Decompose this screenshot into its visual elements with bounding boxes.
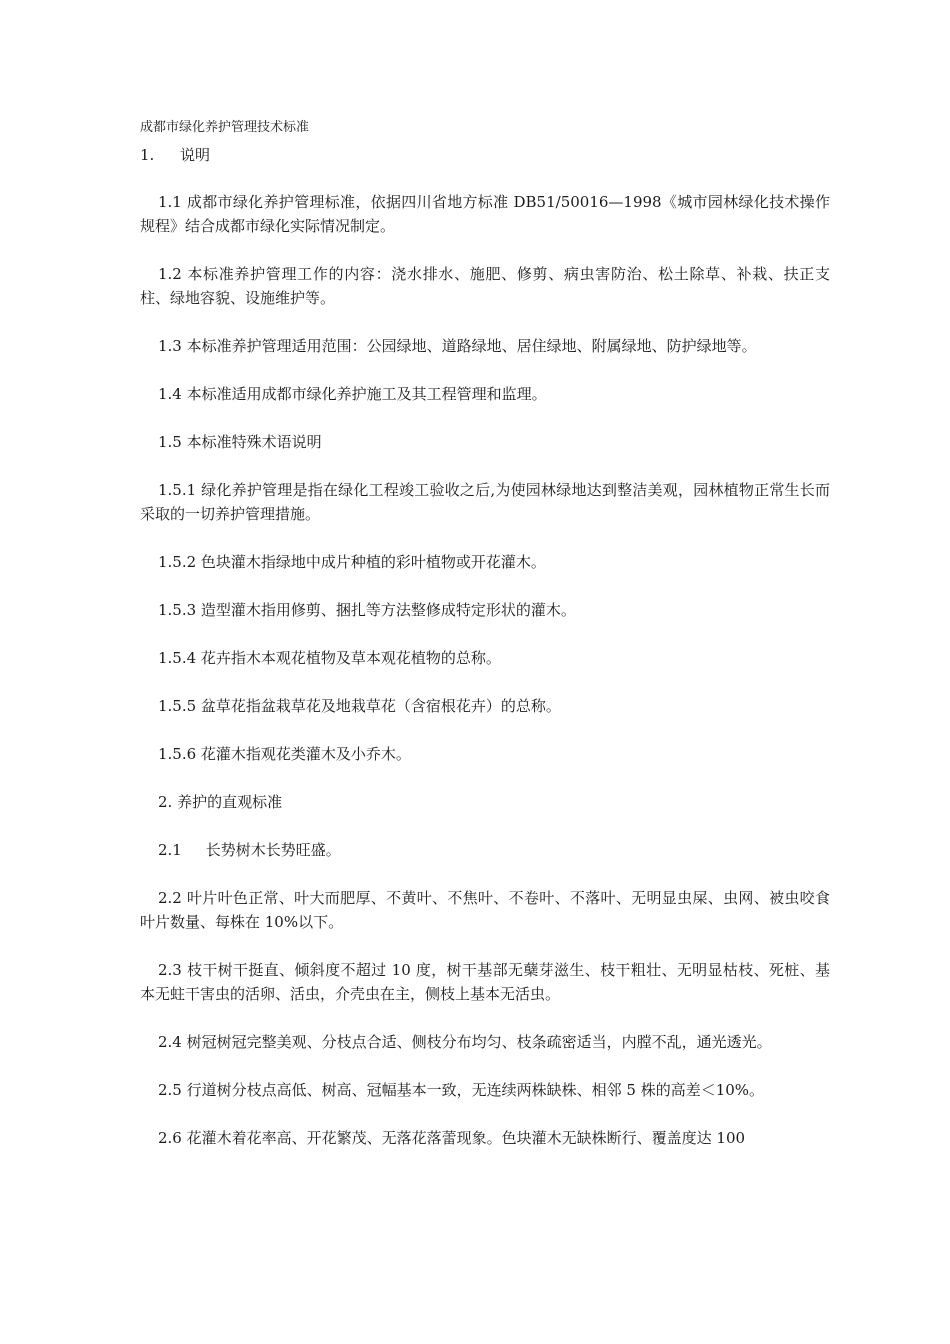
paragraph-1-5-4: 1.5.4 花卉指木本观花植物及草本观花植物的总称。 (158, 649, 501, 667)
paragraph-1-5-3: 1.5.3 造型灌木指用修剪、捆扎等方法整修成特定形状的灌木。 (158, 601, 576, 619)
section-2-heading: 2. 养护的直观标准 (158, 793, 283, 811)
section-label: 说明 (180, 146, 211, 164)
section-number: 1. (140, 146, 155, 164)
document-title: 成都市绿化养护管理技术标准 (140, 120, 310, 135)
paragraph-2-2: 2.2 叶片叶色正常、叶大而肥厚、不黄叶、不焦叶、不卷叶、不落叶、无明显虫屎、虫网、被虫咬食叶片数量、每株在 10%以下。 (140, 889, 830, 931)
paragraph-2-3: 2.3 枝干树干挺直、倾斜度不超过 10 度，树干基部无蘖芽滋生、枝干粗壮、无明显枯枝、死桩、基本无蛀干害虫的活卵、活虫，介壳虫在主，侧枝上基本无活虫。 (140, 961, 830, 1003)
paragraph-2-6: 2.6 花灌木着花率高、开花繁茂、无落花落蕾现象。色块灌木无缺株断行、覆盖度达 100 (158, 1129, 746, 1147)
paragraph-2-5: 2.5 行道树分枝点高低、树高、冠幅基本一致，无连续两株缺株、相邻 5 株的高差＜10%。 (158, 1081, 765, 1099)
paragraph-1-4: 1.4 本标准适用成都市绿化养护施工及其工程管理和监理。 (158, 385, 547, 403)
section-heading (140, 144, 830, 166)
paragraph-1-5-5: 1.5.5 盆草花指盆栽草花及地栽草花（含宿根花卉）的总称。 (158, 697, 561, 715)
paragraph-1-5-1: 1.5.1 绿化养护管理是指在绿化工程竣工验收之后,为使园林绿地达到整洁美观，园林植物正常生长而采取的一切养护管理措施。 (140, 481, 830, 523)
paragraph-1-5: 1.5 本标准特殊术语说明 (158, 433, 322, 451)
paragraph-1-1: 1.1 成都市绿化养护管理标准，依据四川省地方标准 DB51/50016—1998《城市园林绿化技术操作规程》结合成都市绿化实际情况制定。 (140, 193, 830, 235)
document-page (140, 118, 830, 1174)
paragraph-1-3: 1.3 本标准养护管理适用范围：公园绿地、道路绿地、居住绿地、附属绿地、防护绿地等。 (158, 337, 757, 355)
paragraph-1-5-2: 1.5.2 色块灌木指绿地中成片种植的彩叶植物或开花灌木。 (158, 553, 546, 571)
paragraph-2-1: 2.1 长势树木长势旺盛。 (158, 841, 341, 859)
paragraph-1-5-6: 1.5.6 花灌木指观花类灌木及小乔木。 (158, 745, 411, 763)
paragraph-2-4: 2.4 树冠树冠完整美观、分枝点合适、侧枝分布均匀、枝条疏密适当，内膛不乱，通光透光。 (158, 1033, 772, 1051)
paragraph-1-2: 1.2 本标准养护管理工作的内容：浇水排水、施肥、修剪、病虫害防治、松土除草、补栽、扶正支柱、绿地容貌、设施维护等。 (140, 265, 830, 307)
